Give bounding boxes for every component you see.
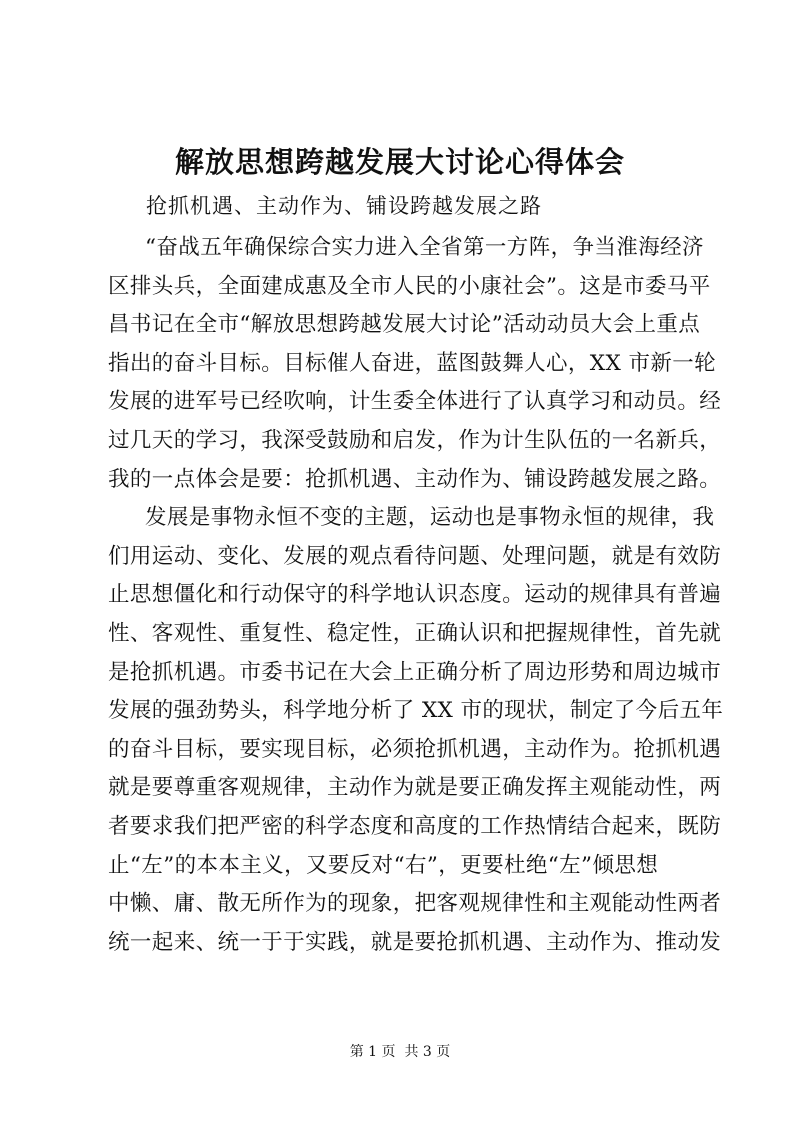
paragraph-line: 者要求我们把严密的科学态度和高度的工作热情结合起来，既防 [108, 813, 722, 839]
paragraph-line: 我的一点体会是要：抢抓机遇、主动作为、铺设跨越发展之路。 [108, 466, 722, 492]
paragraph-line: 的奋斗目标，要实现目标，必须抢抓机遇，主动作为。抢抓机遇 [108, 736, 722, 762]
paragraph-line: 中懒、庸、散无所作为的现象，把客观规律性和主观能动性两者 [108, 891, 722, 917]
paragraph-line: “奋战五年确保综合实力进入全省第一方阵，争当淮海经济 [145, 235, 704, 260]
subtitle: 抢抓机遇、主动作为、铺设跨越发展之路 [146, 194, 542, 218]
paragraph-line: 发展是事物永恒不变的主题，运动也是事物永恒的规律，我 [145, 505, 715, 531]
paragraph-line: 统一起来、统一于于实践，就是要抢抓机遇、主动作为、推动发 [108, 929, 722, 955]
paragraph-line: 止思想僵化和行动保守的科学地认识态度。运动的规律具有普遍 [108, 582, 722, 608]
page-title: 解放思想跨越发展大讨论心得体会 [174, 145, 625, 179]
paragraph-line: 们用运动、变化、发展的观点看待问题、处理问题，就是有效防 [108, 543, 722, 569]
paragraph-line: 止“左”的本本主义，又要反对“右”，更要杜绝“左”倾思想 [108, 852, 659, 878]
paragraph-line: 性、客观性、重复性、稳定性，正确认识和把握规律性，首先就 [108, 620, 722, 646]
paragraph-line: 过几天的学习，我深受鼓励和启发，作为计生队伍的一名新兵， [108, 427, 722, 453]
body-text [108, 229, 724, 962]
paragraph-line: 是抢抓机遇。市委书记在大会上正确分析了周边形势和周边城市 [108, 659, 722, 685]
paragraph-line: 指出的奋斗目标。目标催人奋进，蓝图鼓舞人心，XX 市新一轮 [108, 350, 717, 376]
paragraph-line: 发展的进军号已经吹响，计生委全体进行了认真学习和动员。经 [108, 389, 722, 415]
paragraph-line: 区排头兵，全面建成惠及全市人民的小康社会”。这是市委马平 [108, 273, 711, 299]
paragraph-line: 昌书记在全市“解放思想跨越发展大讨论”活动动员大会上重点 [108, 312, 701, 338]
paragraph-line: 发展的强劲势头，科学地分析了 XX 市的现状，制定了今后五年 [108, 698, 724, 724]
paragraph-line: 就是要尊重客观规律，主动作为就是要正确发挥主观能动性，两 [108, 775, 722, 801]
page-footer: 第 1 页 共 3 页 [349, 1044, 451, 1060]
